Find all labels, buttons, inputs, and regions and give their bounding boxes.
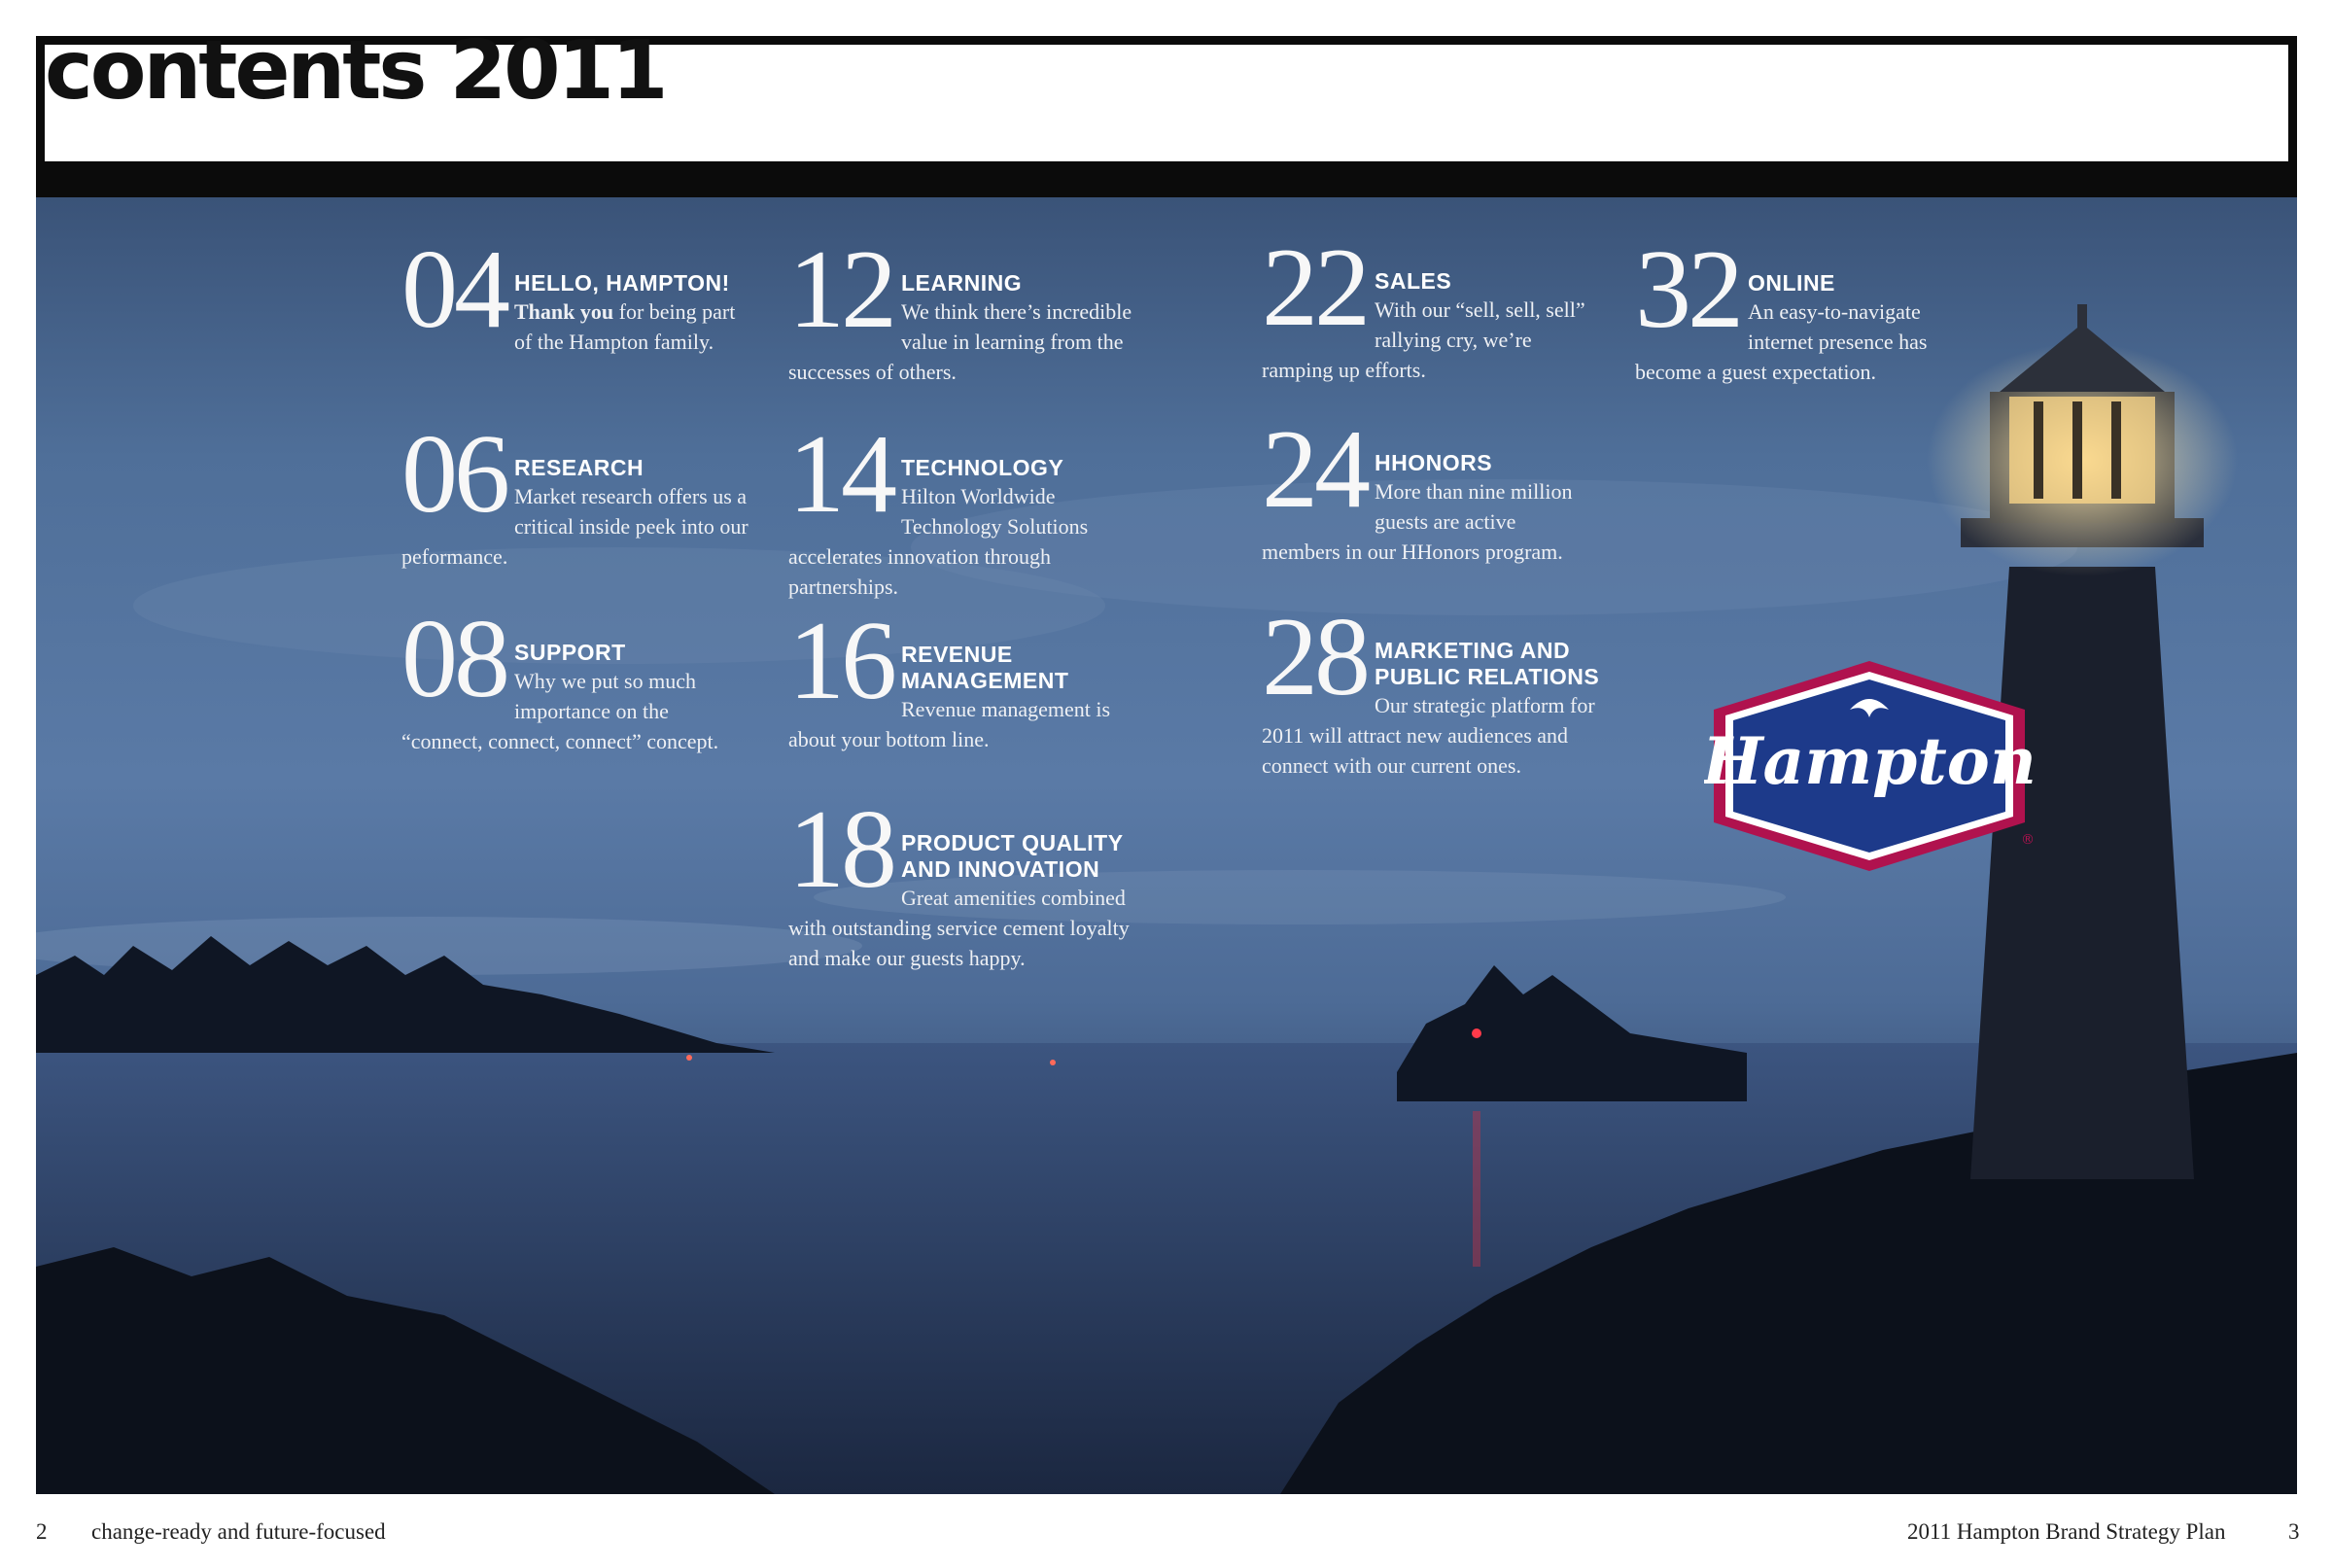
entry-heading: HHONORS bbox=[1375, 450, 1493, 475]
entry-heading: REVENUE MANAGEMENT bbox=[901, 642, 1069, 693]
entry-description: With our “sell, sell, sell” rallying cry, we’re ramping up efforts. bbox=[1262, 297, 1585, 382]
page-number: 16 bbox=[788, 599, 893, 723]
entry-heading: TECHNOLOGY bbox=[901, 455, 1064, 480]
page-number: 24 bbox=[1262, 407, 1367, 532]
hampton-wordmark: Hampton bbox=[1704, 723, 2035, 799]
entry-description: Hilton Worldwide Technology Solutions accelerates innovation through partnerships. bbox=[788, 484, 1089, 599]
entry-heading: HELLO, HAMPTON! bbox=[514, 270, 730, 296]
entry-description: Our strategic platform for 2011 will attract new audiences and connect with our current ones. bbox=[1262, 693, 1595, 778]
page-number: 12 bbox=[788, 227, 893, 352]
entry-description: Great amenities combined with outstanding service cement loyalty and make our guests happy. bbox=[788, 886, 1130, 970]
entry-heading: MARKETING AND PUBLIC RELATIONS bbox=[1375, 638, 1600, 689]
toc-entry-hhonors[interactable] bbox=[1262, 407, 1597, 567]
page-number: 18 bbox=[788, 787, 893, 912]
entry-heading: SALES bbox=[1375, 268, 1452, 294]
entry-description: An easy-to-navigate internet presence has become a guest expectation. bbox=[1635, 299, 1928, 384]
entry-heading: PRODUCT QUALITY AND INNOVATION bbox=[901, 830, 1124, 882]
entry-description: We think there’s incredible value in learning from the successes of others. bbox=[788, 299, 1132, 384]
page-number: 22 bbox=[1262, 226, 1367, 350]
entry-description: More than nine million guests are active members in our HHonors program. bbox=[1262, 479, 1573, 564]
entry-description: Why we put so much importance on the “connect, connect, connect” concept. bbox=[401, 669, 719, 753]
entry-description: Revenue management is about your bottom line. bbox=[788, 697, 1111, 751]
toc-entry-learning[interactable] bbox=[788, 227, 1148, 387]
toc-entry-hello[interactable] bbox=[401, 227, 751, 357]
page-number: 08 bbox=[401, 597, 506, 721]
page-number: 32 bbox=[1635, 227, 1740, 352]
page-number: 14 bbox=[788, 412, 893, 537]
page-title: contents 2011 bbox=[45, 22, 666, 118]
toc-entry-marketing[interactable] bbox=[1262, 595, 1612, 781]
entry-heading: LEARNING bbox=[901, 270, 1023, 296]
toc-entry-online[interactable] bbox=[1635, 227, 1980, 387]
toc-entry-research[interactable] bbox=[401, 412, 751, 572]
entry-description: Thank you for being part of the Hampton family. bbox=[514, 299, 736, 354]
entry-heading: SUPPORT bbox=[514, 640, 626, 665]
page-number: 04 bbox=[401, 227, 506, 352]
footer-right-text: 2011 Hampton Brand Strategy Plan bbox=[1907, 1519, 2226, 1544]
svg-text:®: ® bbox=[2021, 832, 2035, 848]
entry-description: Market research offers us a critical inside peek into our peformance. bbox=[401, 484, 749, 569]
toc-entry-support[interactable] bbox=[401, 597, 751, 756]
hampton-logo-mark bbox=[1704, 659, 2035, 873]
page-number: 06 bbox=[401, 412, 506, 537]
page-number: 28 bbox=[1262, 595, 1367, 719]
footer-right-page-number: 3 bbox=[2288, 1519, 2300, 1544]
entry-heading: RESEARCH bbox=[514, 455, 644, 480]
entry-heading: ONLINE bbox=[1748, 270, 1835, 296]
toc-entry-product-quality[interactable] bbox=[788, 787, 1148, 973]
toc-entry-sales[interactable] bbox=[1262, 226, 1597, 385]
toc-entry-technology[interactable] bbox=[788, 412, 1148, 602]
toc-entry-revenue[interactable] bbox=[788, 599, 1148, 754]
hampton-logo bbox=[1704, 659, 2035, 873]
footer-left-page-number: 2 bbox=[36, 1519, 48, 1544]
footer-left-text: change-ready and future-focused bbox=[91, 1519, 386, 1544]
